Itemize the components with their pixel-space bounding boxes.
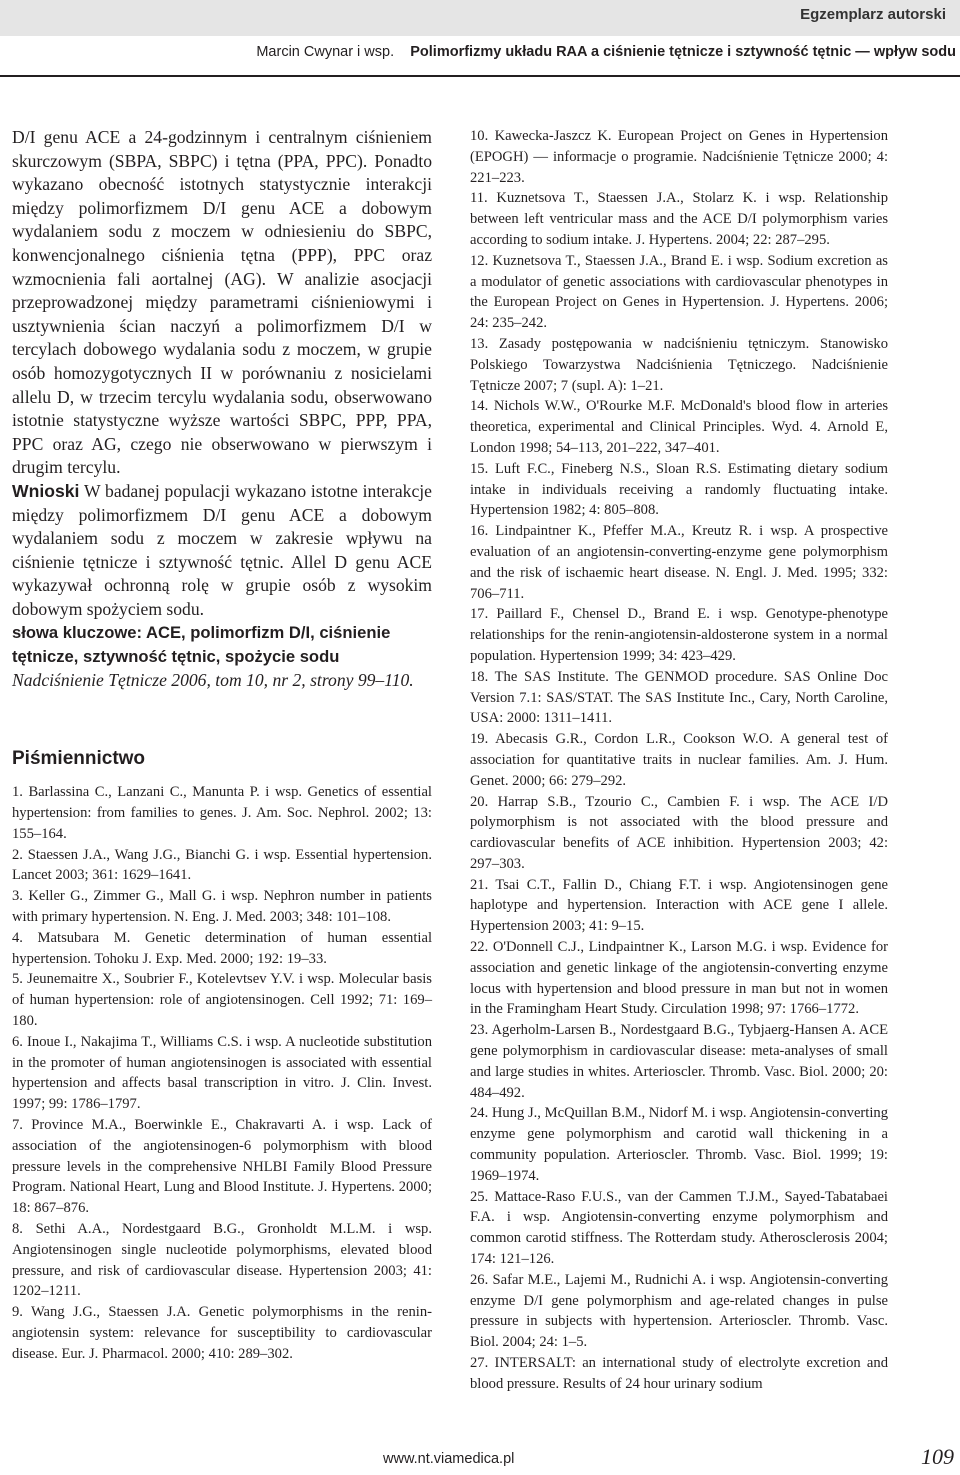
reference-item: 22. O'Donnell C.J., Lindpaintner K., Larson M.G. i wsp. Evidence for association and genetic linkage of the angiotensin-converting enzyme locus with hypertension and blood pressure in man but not in women in the Framingham Heart Study. Circulation 1998; 97: 1766–1772. — [470, 939, 888, 1018]
footer-url[interactable]: www.nt.viamedica.pl — [383, 1451, 515, 1467]
top-banner — [0, 0, 960, 36]
reference-item: 16. Lindpaintner K., Pfeffer M.A., Kreutz R. i wsp. A prospective evaluation of an angiotensin-converting-enzyme gene polymorphism and the risk of ischaemic heart disease. N. Engl. J. Med. 1995; 332: 706–711. — [470, 523, 888, 602]
conclusions-text: W badanej populacji wykazano istotne interakcje między polimorfizmem D/I genu ACE a dobowym wydalaniem sodu z moczem w zakresie wpływu na ciśnienie tętnicze i sztywność tętnic. Allel D genu ACE wykazywał ochronną rolę w grupie osób z wysokim dobowym spożyciem sodu. — [12, 480, 432, 619]
running-header-title: Polimorfizmy układu RAA a ciśnienie tętnicze i sztywność tętnic — wpływ sodu — [410, 44, 956, 60]
reference-item: 2. Staessen J.A., Wang J.G., Bianchi G. i wsp. Essential hypertension. Lancet 2003; 361: 1629–1641. — [12, 846, 432, 884]
page-number: 109 — [921, 1444, 954, 1469]
reference-item: 13. Zasady postępowania w nadciśnieniu tętniczym. Stanowisko Polskiego Towarzystwa Nadciśnienia Tętniczego. Nadciśnienie Tętnicze 2007; 7 (supl. A): 1–21. — [470, 335, 888, 394]
reference-item: 19. Abecasis G.R., Cordon L.R., Cookson W.O. A general test of association for quantitative traits in nuclear families. Am. J. Hum. Genet. 2000; 66: 279–292. — [470, 731, 888, 789]
reference-item: 26. Safar M.E., Lajemi M., Rudnichi A. i wsp. Angiotensin-converting enzyme D/I gene polymorphism and age-related changes in pulse pressure in subjects with hypertension. Arterioscler. Thromb. Vasc. Biol. 2004; 24: 1–5. — [470, 1271, 888, 1351]
reference-item: 7. Province M.A., Boerwinkle E., Chakravarti A. i wsp. Lack of association of the angiotensinogen-6 polymorphism with blood pressure levels in the comprehensive NHLBI Family Blood Pressure Program. National Heart, Lung and Blood Institute. J. Hypertens. 2000; 18: 867–876. — [12, 1117, 432, 1217]
reference-item: 8. Sethi A.A., Nordestgaard B.G., Gronholdt M.L.M. i wsp. Angiotensinogen single nucleotide polymorphisms, elevated blood pressure, and risk of cardiovascular disease. Hypertension 2003; 41: 1202–1211. — [12, 1220, 432, 1300]
conclusions-paragraph — [12, 480, 432, 622]
reference-item: 24. Hung J., McQuillan B.M., Nidorf M. i wsp. Angiotensin-converting enzyme gene polymorphism and carotid wall thickening in a community population. Arterioscler. Thromb. Vasc. Biol. 1999; 19: 1969–1974. — [470, 1105, 888, 1184]
reference-item: 23. Agerholm-Larsen B., Nordestgaard B.G., Tybjaerg-Hansen A. ACE gene polymorphism in cardiovascular disease: meta-analyses of small and large studies in whites. Arterioscler. Thromb. Vasc. Biol. 2000; 20: 484–492. — [470, 1022, 888, 1101]
references-list-left — [12, 782, 432, 1364]
reference-item: 5. Jeunemaitre X., Soubrier F., Kotelevtsev Y.V. i wsp. Molecular basis of human hypertension: role of angiotensinogen. Cell 1992; 71: 169–180. — [12, 971, 432, 1030]
running-header-separator — [398, 44, 406, 60]
reference-item: 25. Mattace-Raso F.U.S., van der Cammen T.J.M., Sayed-Tabatabaei F.A. i wsp. Angiotensin-converting enzyme polymorphism and common carotid stiffness. The Rotterdam study. Atherosclerosis 2004; 174: 121–126. — [470, 1188, 888, 1268]
references-heading: Piśmiennictwo — [12, 748, 146, 770]
reference-item: 9. Wang J.G., Staessen J.A. Genetic polymorphisms in the renin-angiotensin system: relevance for susceptibility to cardiovascular disease. Eur. J. Pharmacol. 2000; 410: 289–302. — [12, 1304, 432, 1362]
reference-item: 6. Inoue I., Nakajima T., Williams C.S. i wsp. A nucleotide substitution in the promoter of human angiotensinogen is associated with essential hypertension and affects basal transcription in vitro. J. Clin. Invest. 1997; 99: 1786–1797. — [12, 1033, 432, 1113]
references-list-right — [470, 126, 888, 1395]
keywords: słowa kluczowe: ACE, polimorfizm D/I, ciśnienie tętnicze, sztywność tętnic, spożycie sodu — [12, 623, 391, 667]
reference-item: 12. Kuznetsova T., Staessen J.A., Brand E. i wsp. Sodium excretion as a modulator of genetic associations with cardiovascular phenotypes in the European Project on Genes in Hypertension. J. Hypertens. 2006; 24: 235–242. — [470, 252, 888, 332]
reference-item: 21. Tsai C.T., Fallin D., Chiang F.T. i wsp. Angiotensinogen gene haplotype and hypertension. Interaction with ACE gene I allele. Hypertension 2003; 41: 9–15. — [470, 876, 888, 935]
header-rule — [0, 75, 960, 77]
reference-item: 1. Barlassina C., Lanzani C., Manunta P. i wsp. Genetics of essential hypertension: from families to genes. J. Am. Soc. Nephrol. 2002; 13: 155–164. — [12, 784, 432, 842]
reference-item: 15. Luft F.C., Fineberg N.S., Sloan R.S. Estimating dietary sodium intake in individuals receiving a randomly fluctuating intake. Hypertension 1982; 4: 805–808. — [470, 460, 888, 519]
conclusions-label: Wnioski — [12, 480, 80, 501]
reference-item: 18. The SAS Institute. The GENMOD procedure. SAS Online Doc Version 7.1: SAS/STAT. The SAS Institute Inc., Cary, North Caroline, USA: 2000: 1311–1411. — [470, 668, 888, 727]
journal-citation: Nadciśnienie Tętnicze 2006, tom 10, nr 2, strony 99–110. — [12, 669, 414, 690]
banner-label: Egzemplarz autorski — [800, 6, 946, 23]
reference-item: 14. Nichols W.W., O'Rourke M.F. McDonald's blood flow in arteries theoretica, experimental and Clinical Principles. Wyd. 4. Arnold E, London 1998; 54–113, 201–222, 347–401. — [470, 398, 888, 456]
running-header — [256, 44, 956, 60]
left-column — [12, 126, 432, 1365]
reference-item: 20. Harrap S.B., Tzourio C., Cambien F. i wsp. The ACE I/D polymorphism is not associated with the blood pressure and cardiovascular benefits of ACE inhibition. Hypertension 2003; 42: 297–303. — [470, 793, 888, 872]
reference-item: 10. Kawecka-Jaszcz K. European Project on Genes in Hypertension (EPOGH) — informacje o programie. Nadciśnienie Tętnicze 2000; 4: 221–223. — [470, 128, 888, 186]
reference-item: 3. Keller G., Zimmer G., Mall G. i wsp. Nephron number in patients with primary hypertension. N. Eng. J. Med. 2003; 348: 101–108. — [12, 888, 432, 926]
right-column — [470, 126, 888, 1395]
reference-item: 4. Matsubara M. Genetic determination of human essential hypertension. Tohoku J. Exp. Med. 2000; 192: 19–33. — [12, 929, 432, 967]
reference-item: 11. Kuznetsova T., Staessen J.A., Stolarz K. i wsp. Relationship between left ventricular mass and the ACE D/I polymorphism varies according to sodium intake. J. Hypertens. 2004; 22: 287–295. — [470, 190, 888, 248]
reference-item: 17. Paillard F., Chensel D., Brand E. i wsp. Genotype-phenotype relationships for the renin-angiotensin-aldosterone system in a normal population. Hypertension 1999; 34: 423–429. — [470, 606, 888, 664]
abstract-paragraph: D/I genu ACE a 24-godzinnym i centralnym ciśnieniem skurczowym (SBPA, SBPC) i tętna (PPA, PPC). Ponadto wykazano obecność istotnych statystycznie interakcji między polimorfizmem D/I genu ACE a dobowym wydalaniem sodu z moczem w odniesieniu do SBPC, konwencjonalnego ciśnienia tętna (PPP), PPC oraz wzmocnienia fali aortalnej (AG). W analizie asocjacji przeprowadzonej między parametrami ciśnieniowymi i usztywnienia ścian naczyń a polimorfizmem D/I w tercylach dobowego wydalania sodu z moczem, w grupie osób homozygotycznych II w porównaniu z nosicielami allelu D, w trzecim tercylu wydalania sodu, obserwowano istotnie statystyczne wyższe wartości SBPC, PPP, PPA, PPC oraz AG, czego nie obserwowano w pierwszym i drugim tercylu. — [12, 127, 432, 478]
running-header-authors: Marcin Cwynar i wsp. — [256, 44, 395, 60]
reference-item: 27. INTERSALT: an international study of electrolyte excretion and blood pressure. Results of 24 hour urinary sodium — [470, 1355, 888, 1392]
